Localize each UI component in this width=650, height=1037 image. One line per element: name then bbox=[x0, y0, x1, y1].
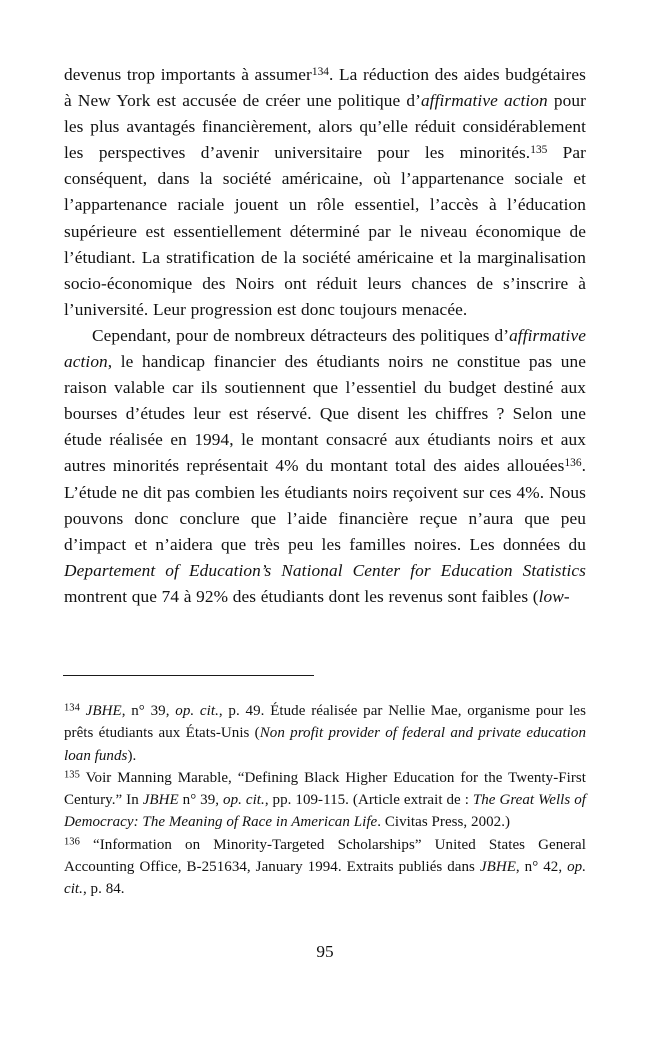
footnote-reference[interactable]: 135 bbox=[530, 144, 548, 157]
text-run: n° 39, bbox=[178, 792, 224, 809]
text-run: pour les plus avantagés financièrement, alors qu’elle réduit considérablement les perspectives d’avenir universitaire pour les minorités. bbox=[64, 91, 586, 163]
text-run: ). bbox=[127, 747, 137, 764]
body-paragraph bbox=[64, 62, 586, 323]
footnote-entry bbox=[64, 700, 586, 767]
footnote-number[interactable]: 134 bbox=[64, 702, 80, 714]
footnote-reference[interactable]: 136 bbox=[564, 457, 582, 470]
italic-run: low- bbox=[538, 586, 570, 606]
text-run: . L’étude ne dit pas combien les étudiants noirs reçoivent sur ces 4%. Nous pouvons donc conclure que l’aide financière reçue n’aura que peu d’impact et n’aidera que très peu les familles noires. Les données du bbox=[64, 456, 586, 554]
footnote-reference[interactable]: 134 bbox=[311, 66, 329, 79]
italic-run: op. cit. bbox=[223, 792, 265, 809]
italic-run: Departement of Education’s National Center for Education Statistics bbox=[64, 560, 586, 580]
text-run: devenus trop importants à assumer bbox=[64, 65, 312, 84]
italic-run: JBHE bbox=[479, 859, 516, 876]
text-run: , n° 42, bbox=[515, 859, 568, 876]
body-text-block bbox=[64, 62, 586, 610]
text-run: , n° 39, bbox=[121, 703, 176, 719]
text-run: . Civitas Press, 2002.) bbox=[377, 814, 511, 831]
text-run: Voir Manning Marable, “Defining Black Higher Education for the Twenty-First Century.” In bbox=[64, 769, 587, 809]
text-run: montrent que 74 à 92% des étudiants dont les revenus sont faibles ( bbox=[64, 586, 539, 606]
italic-run: JBHE bbox=[85, 703, 122, 719]
italic-run: Non profit provider of federal and private education loan funds bbox=[64, 725, 586, 764]
body-paragraph bbox=[64, 323, 586, 610]
text-run: , le handicap financier des étudiants noirs ne constitue pas une raison valable car ils soutiennent que l’essentiel du budget destiné aux bourses d’études leur est réservé. Que disent les chiffres ? Selon une étude réalisée en 1994, le montant consacré aux étudiants noirs et aux autres minorités représentait 4% du montant total des aides allouées bbox=[64, 352, 586, 476]
italic-run: affirmative action bbox=[420, 91, 548, 111]
footnotes-block bbox=[64, 700, 586, 901]
footnote-entry bbox=[64, 834, 586, 901]
page-number: 95 bbox=[316, 942, 334, 961]
italic-run: The Great Wells of Democracy: The Meaning of Race in American Life bbox=[64, 792, 586, 831]
footnote-number[interactable]: 136 bbox=[64, 836, 80, 848]
text-run: “Information on Minority-Targeted Scholarships” United States General Accounting Office, B-251634, January 1994. Extraits publiés dans bbox=[64, 836, 586, 876]
footnote-number[interactable]: 135 bbox=[64, 769, 80, 781]
text-run: . La réduction des aides budgétaires à New York est accusée de créer une politique d’ bbox=[64, 65, 586, 111]
footnote-entry bbox=[64, 767, 586, 834]
text-run: Par conséquent, dans la société américaine, où l’appartenance sociale et l’appartenance raciale jouent un rôle essentiel, l’accès à l’éducation supérieure est essentiellement déterminé par le niveau économique de l’étudiant. La stratification de la société américaine et la marginalisation socio-économique des Noirs ont réduit leurs chances de s’inscrire à l’université. Leur progression est donc toujours menacée. bbox=[64, 143, 586, 319]
italic-run: op. cit. bbox=[175, 703, 219, 719]
italic-run: affirmative action bbox=[64, 325, 586, 372]
text-run: Cependant, pour de nombreux détracteurs des politiques d’ bbox=[92, 325, 510, 345]
italic-run: op. cit. bbox=[64, 859, 586, 898]
text-run: , p. 84. bbox=[82, 881, 125, 898]
italic-run: JBHE bbox=[142, 792, 179, 809]
footnote-separator-rule bbox=[63, 675, 314, 676]
text-run: , p. 49. Étude réalisée par Nellie Mae, organisme pour les prêts étudiants aux États-Unis ( bbox=[64, 703, 586, 742]
text-run: , pp. 109-115. (Article extrait de : bbox=[264, 792, 473, 809]
